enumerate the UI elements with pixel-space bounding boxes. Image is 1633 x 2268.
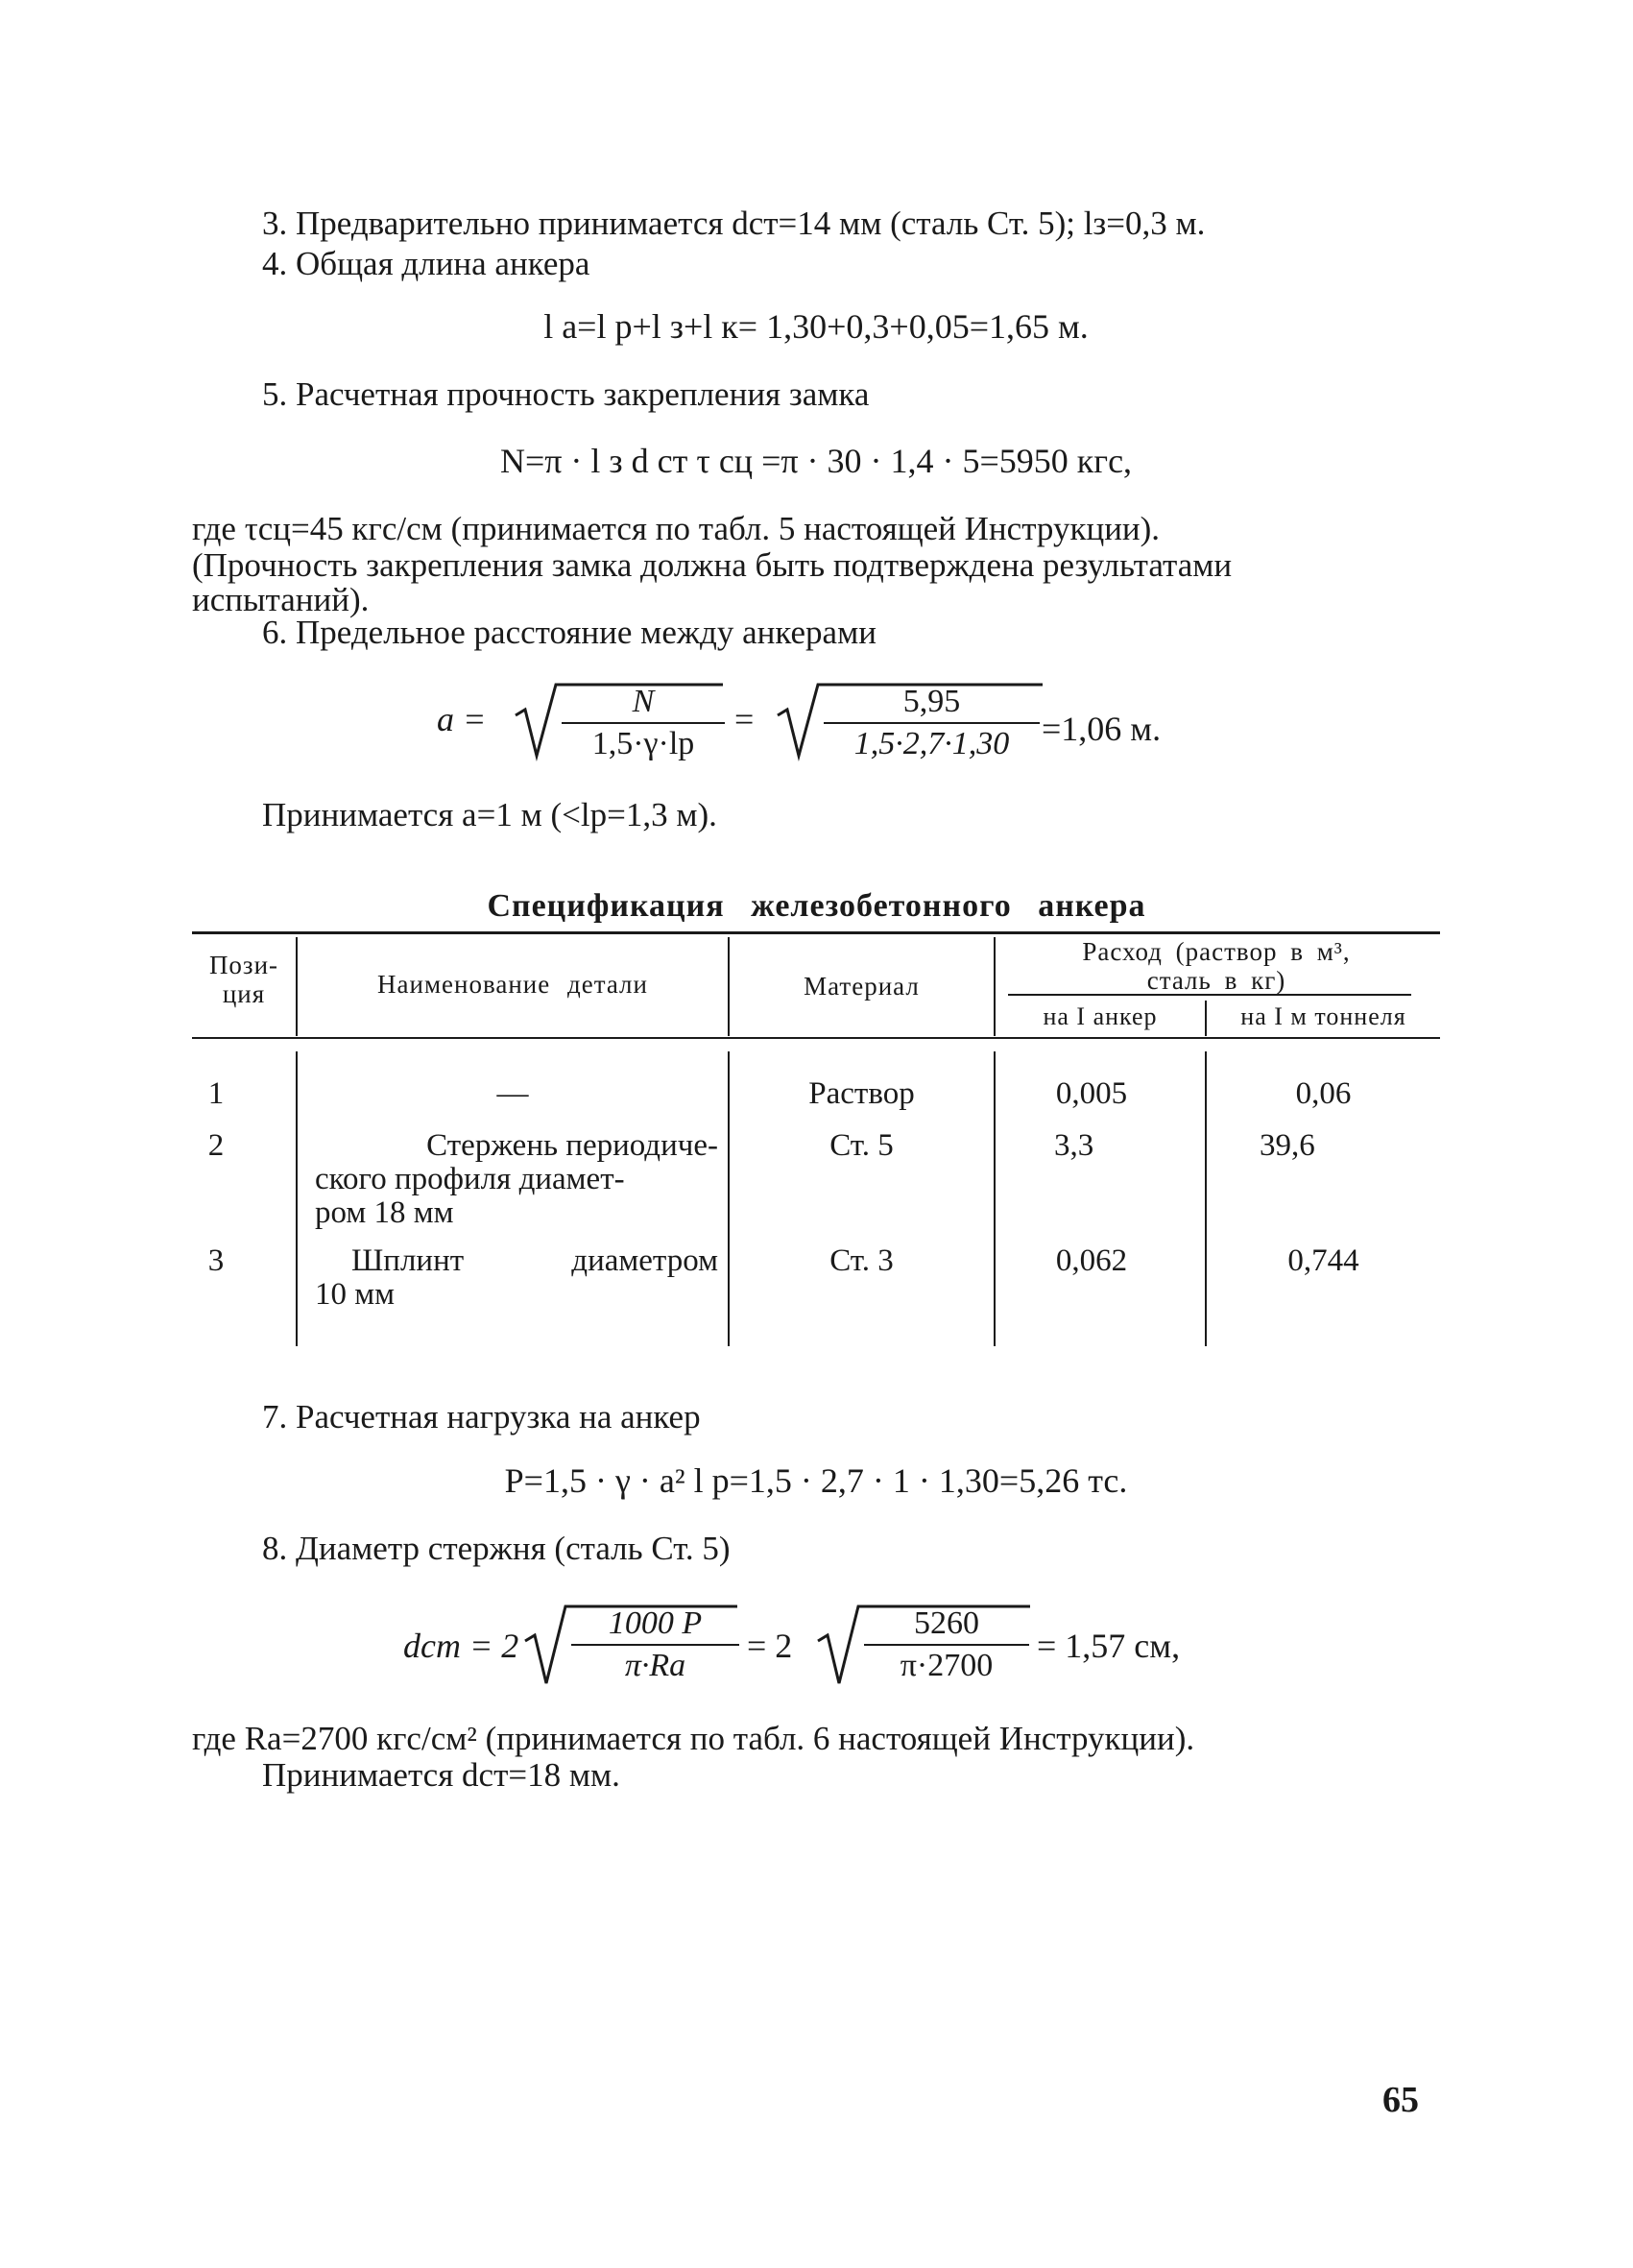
row-3-name bbox=[315, 1243, 718, 1313]
header-consumption bbox=[996, 937, 1437, 995]
row-2-position: 2 bbox=[207, 1128, 225, 1163]
row-2-name-line-3: ром 18 мм bbox=[315, 1195, 454, 1230]
where-tau-line-1: где τсц=45 кгс/см (принимается по табл. 5 настоящей Инструкции). bbox=[192, 510, 1161, 547]
row-2-name bbox=[315, 1127, 718, 1231]
where-tau-line-2: (Прочность закрепления замка должна быть подтверждена результатами bbox=[192, 546, 1233, 584]
item-3-text: 3. Предварительно принимается dст=14 мм (сталь Ст. 5); lз=0,3 м. bbox=[262, 205, 1206, 242]
header-position bbox=[192, 951, 296, 1008]
row-3-name-line-2: 10 мм bbox=[315, 1277, 396, 1312]
row-3-name-line-1: Шплинт диаметром bbox=[351, 1243, 718, 1278]
where-tau-line-3: испытаний). bbox=[192, 581, 370, 618]
row-1-per-meter: 0,06 bbox=[1295, 1076, 1352, 1111]
fraction-2-denominator: 1,5·2,7·1,30 bbox=[853, 726, 1010, 761]
row-1-material: Раствор bbox=[808, 1076, 915, 1111]
header-per-anchor: на I анкер bbox=[1043, 1002, 1158, 1030]
header-per-meter: на I м тоннеля bbox=[1240, 1002, 1406, 1030]
formula-d-lhs: dст = 2 bbox=[403, 1627, 519, 1665]
header-position-line-2: ция bbox=[222, 979, 266, 1008]
fraction-3-numerator: 1000 P bbox=[571, 1605, 739, 1646]
fraction-2-numerator: 5,95 bbox=[824, 684, 1040, 724]
formula-a-equals: = bbox=[734, 700, 755, 738]
row-3-position: 3 bbox=[207, 1243, 225, 1278]
item-4-text: 4. Общая длина анкера bbox=[262, 245, 590, 282]
table-caption: Спецификация железобетонного анкера bbox=[487, 888, 1146, 924]
item-7-text: 7. Расчетная нагрузка на анкер bbox=[262, 1398, 701, 1436]
row-3-per-meter: 0,744 bbox=[1287, 1243, 1359, 1278]
item-6-text: 6. Предельное расстояние между анкерами bbox=[262, 614, 877, 651]
fraction-1-denominator: 1,5·γ·lр bbox=[591, 726, 695, 761]
row-3-material: Ст. 3 bbox=[829, 1243, 894, 1278]
row-2-material: Ст. 5 bbox=[829, 1128, 894, 1163]
item-8-text: 8. Диаметр стержня (сталь Ст. 5) bbox=[262, 1530, 731, 1567]
header-position-line-1: Пози- bbox=[208, 951, 279, 979]
fraction-2 bbox=[824, 684, 1040, 762]
formula-d-equals: = 2 bbox=[747, 1627, 793, 1665]
table-top-rule bbox=[192, 931, 1440, 934]
formula-a-lhs: a = bbox=[437, 700, 487, 738]
fraction-4-denominator: π·2700 bbox=[900, 1648, 994, 1683]
row-2-per-anchor: 3,3 bbox=[1054, 1128, 1094, 1163]
header-detail-name: Наименование детали bbox=[377, 970, 648, 999]
row-1-name: — bbox=[496, 1076, 529, 1111]
accept-a-text: Принимается a=1 м (<lр=1,3 м). bbox=[262, 796, 717, 833]
header-bottom-rule bbox=[192, 1037, 1440, 1039]
formula-anchor-length: l a=l р+l з+l к= 1,30+0,3+0,05=1,65 м. bbox=[543, 307, 1089, 346]
header-consumption-line-1: Расход (раствор в м³, bbox=[1082, 937, 1351, 966]
formula-a-result: =1,06 м. bbox=[1042, 710, 1162, 748]
row-1-position: 1 bbox=[207, 1076, 225, 1111]
accept-d-text: Принимается dст=18 мм. bbox=[262, 1756, 620, 1794]
header-consumption-line-2: сталь в кг) bbox=[1146, 966, 1286, 995]
formula-load: P=1,5 · γ · a² l р=1,5 · 2,7 · 1 · 1,30=5,26 тс. bbox=[504, 1461, 1128, 1500]
formula-lock-strength: N=π · l з d ст τ сц =π · 30 · 1,4 · 5=5950 кгс, bbox=[499, 442, 1133, 480]
row-2-per-meter: 39,6 bbox=[1260, 1128, 1315, 1163]
header-material: Материал bbox=[804, 972, 920, 1001]
where-Ra-text: где Ra=2700 кгс/см² (принимается по табл. 6 настоящей Инструкции). bbox=[192, 1720, 1195, 1757]
fraction-4-numerator: 5260 bbox=[864, 1605, 1029, 1646]
fraction-3-denominator: π·Ra bbox=[624, 1648, 686, 1683]
row-3-per-anchor: 0,062 bbox=[1055, 1243, 1128, 1278]
fraction-3 bbox=[571, 1605, 739, 1684]
fraction-4 bbox=[864, 1605, 1029, 1684]
row-1-per-anchor: 0,005 bbox=[1055, 1076, 1128, 1111]
fraction-1-numerator: N bbox=[562, 684, 725, 724]
row-2-name-line-1: Стержень периодиче- bbox=[426, 1128, 718, 1163]
row-2-name-line-2: ского профиля диамет- bbox=[315, 1162, 625, 1196]
fraction-1 bbox=[562, 684, 725, 762]
item-5-text: 5. Расчетная прочность закрепления замка bbox=[262, 375, 870, 413]
page-number: 65 bbox=[1382, 2080, 1419, 2120]
formula-d-result: = 1,57 см, bbox=[1037, 1627, 1181, 1665]
specification-table bbox=[192, 931, 1440, 1354]
